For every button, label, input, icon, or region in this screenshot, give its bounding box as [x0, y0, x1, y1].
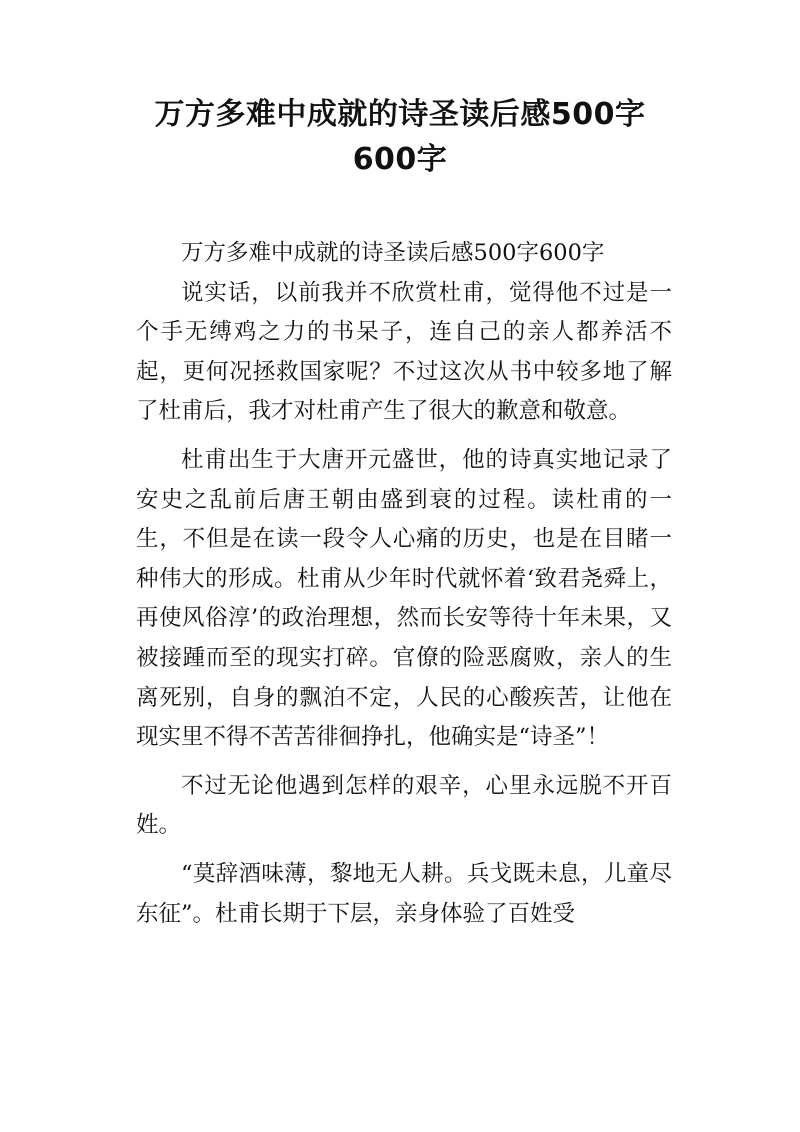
paragraph-subtitle: 万方多难中成就的诗圣读后感500字600字: [181, 240, 605, 266]
document-body: [136, 234, 672, 943]
title-line-1: 万方多难中成就的诗圣读后感500字: [154, 97, 646, 132]
paragraph: 不过无论他遇到怎样的艰辛，心里永远脱不开百姓。: [136, 772, 672, 839]
paragraph: “莫辞酒味薄，黎地无人耕。兵戈既未息，儿童尽东征”。杜甫长期于下层，亲身体验了百姓受: [136, 860, 672, 927]
document-title: [100, 92, 700, 182]
paragraph: 杜甫出生于大唐开元盛世，他的诗真实地记录了安史之乱前后唐王朝由盛到衰的过程。读杜甫的一生，不但是在读一段令人心痛的历史，也是在目睹一种伟大的形成。杜甫从少年时代就怀着‘致君尧舜上，再使风俗淳’的政治理想，然而长安等待十年未果，又被接踵而至的现实打碎。官僚的险恶腐败，亲人的生离死别，自身的飘泊不定，人民的心酸疾苦，让他在现实里不得不苦苦徘徊挣扎，他确实是“诗圣”！: [136, 446, 672, 751]
paragraph: 说实话，以前我并不欣赏杜甫，觉得他不过是一个手无缚鸡之力的书呆子，连自己的亲人都养活不起，更何况拯救国家呢？不过这次从书中较多地了解了杜甫后，我才对杜甫产生了很大的歉意和敬意。: [136, 279, 672, 425]
title-line-2: 600字: [352, 142, 448, 177]
